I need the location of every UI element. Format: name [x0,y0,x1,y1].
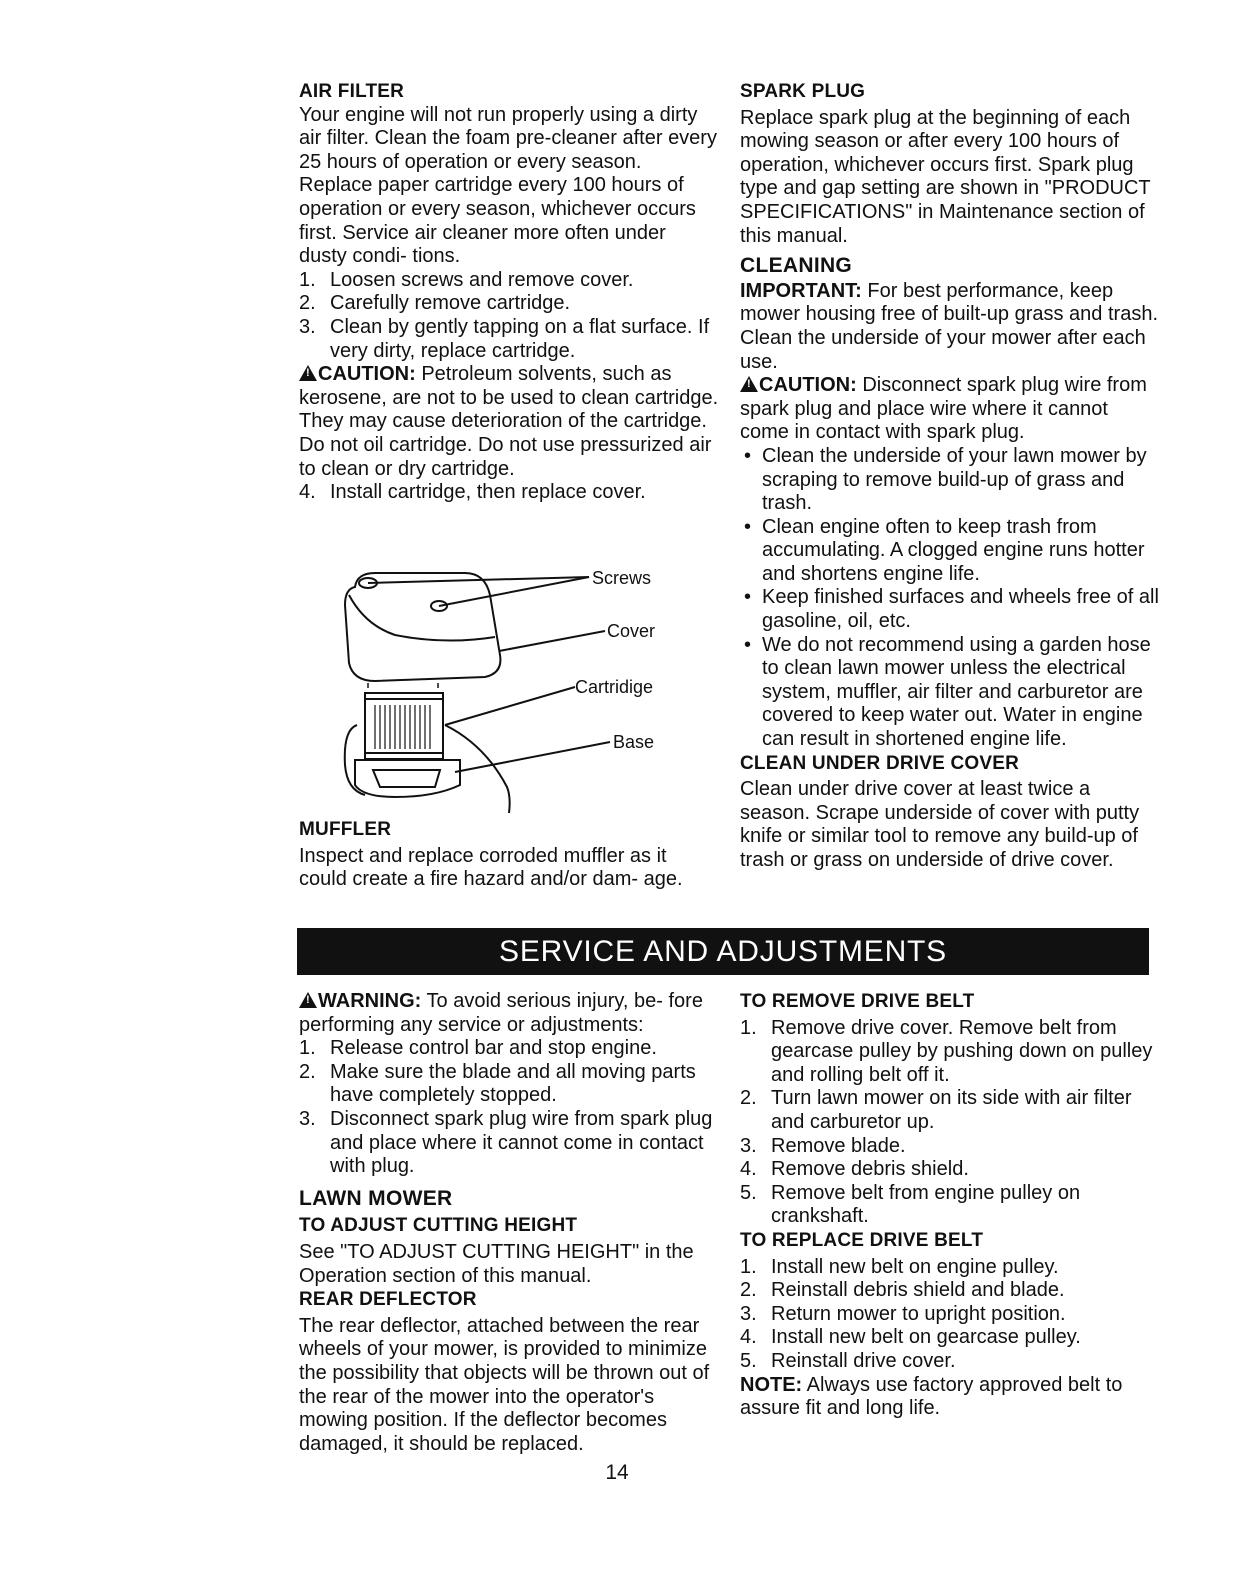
list-item [740,1182,1160,1229]
air-filter-step-4 [299,481,719,505]
step-text: Remove blade. [771,1134,906,1157]
clean-under-drive-cover-body: Clean under drive cover at least twice a season. Scrape underside of cover with putty knife or similar tool to remove any build-up of trash or grass on underside of drive cover. [740,778,1140,871]
list-item [740,1158,1160,1182]
warning-steps [299,1037,724,1179]
step-number: 3. [299,1107,316,1130]
list-item [299,481,719,505]
step-text: Reinstall debris shield and blade. [771,1279,1065,1302]
step-text: Release control bar and stop engine. [330,1037,657,1060]
warning-paragraph [299,990,724,1037]
air-filter-section [299,80,719,505]
step-text: Remove belt from engine pulley on crankshaft. [771,1181,1081,1228]
caution-icon [740,376,758,392]
muffler-body: Inspect and replace corroded muffler as it could create a fire hazard and/or dam- age. [299,844,683,891]
list-item [740,1087,1160,1134]
step-number: 2. [299,292,316,315]
air-filter-heading: AIR FILTER [299,81,405,102]
note-label: NOTE: [740,1373,803,1396]
list-item [740,1135,1160,1159]
step-text: Install new belt on engine pulley. [771,1255,1059,1278]
warning-text: To avoid serious injury, be- fore performing any service or adjustments: [299,990,703,1036]
cleaning-bullets [740,445,1160,752]
step-text: Reinstall drive cover. [771,1349,956,1372]
replace-belt-steps [740,1256,1160,1374]
right-top-column [740,80,1160,873]
air-filter-caution [299,363,719,481]
note-text: Always use factory approved belt to assure fit and long life. [740,1373,1123,1420]
step-text: Carefully remove cartridge. [330,292,571,315]
rear-deflector-heading: REAR DEFLECTOR [299,1289,477,1311]
step-text: Disconnect spark plug wire from spark plug and place where it cannot come in contact with plug. [330,1107,713,1178]
list-item [299,1108,724,1179]
list-item [299,1061,724,1108]
list-item: • Clean the underside of your lawn mower by scraping to remove build-up of grass and trash. [740,445,1160,516]
list-item [299,269,719,293]
spark-plug-heading: SPARK PLUG [740,81,866,102]
warning-icon [299,992,317,1008]
step-number: 2. [740,1087,757,1110]
label-cover: Cover [607,621,656,641]
step-number: 3. [740,1302,757,1325]
list-item: • Keep finished surfaces and wheels free of all gasoline, oil, etc. [740,586,1160,633]
step-text: Remove drive cover. Remove belt from gearcase pulley by pushing down on pulley and rolling belt off it. [771,1016,1153,1086]
important-text: For best performance, keep mower housing free of built-up grass and trash. Clean the underside of your mower after each use. [740,279,1158,373]
list-item [740,1256,1160,1280]
cleaning-important [740,280,1160,374]
cleaning-caution [740,374,1160,445]
clean-under-drive-cover-heading: CLEAN UNDER DRIVE COVER [740,752,1020,774]
right-bottom-column [740,990,1160,1421]
step-text: Turn lawn mower on its side with air filter and carburetor up. [771,1087,1132,1133]
list-item [740,1017,1160,1088]
step-number: 2. [299,1060,316,1083]
step-number: 5. [740,1181,757,1204]
step-text: Clean by gently tapping on a flat surface. If very dirty, replace cartridge. [330,315,710,362]
adjust-cutting-heading: TO ADJUST CUTTING HEIGHT [299,1215,578,1237]
list-item [740,1303,1160,1327]
section-banner: SERVICE AND ADJUSTMENTS [297,928,1149,975]
label-base: Base [613,732,655,752]
step-number: 2. [740,1279,757,1302]
spark-plug-body: Replace spark plug at the beginning of each mowing season or after every 100 hours of operation, whichever occurs first. Spark plug type and gap setting are shown in "PRODUCT SPECIFICATIONS" in Maintenance section of this manual. [740,106,1151,247]
muffler-heading: MUFFLER [299,819,392,840]
step-number: 1. [299,1037,316,1060]
caution-label: CAUTION: [318,363,416,386]
list-item [299,292,719,316]
list-item [740,1350,1160,1374]
step-text: Remove debris shield. [771,1158,969,1181]
step-number: 3. [740,1134,757,1157]
caution-label: CAUTION: [759,374,857,397]
air-filter-body: Your engine will not run properly using a dirty air filter. Clean the foam pre-cleaner after every 25 hours of operation or every season. Replace paper cartridge every 100 hours of operation or every season, whichever occurs first. Service air cleaner more often under dusty condi- tions. [299,103,717,268]
label-cartridge: Cartridige [575,677,654,697]
step-number: 5. [740,1349,757,1372]
lawn-mower-heading: LAWN MOWER [299,1186,453,1210]
step-text: Make sure the blade and all moving parts have completely stopped. [330,1060,696,1107]
step-text: Install new belt on gearcase pulley. [771,1326,1081,1349]
important-label: IMPORTANT: [740,279,862,302]
warning-label: WARNING: [318,990,422,1012]
step-number: 1. [740,1255,757,1278]
step-number: 4. [740,1158,757,1181]
step-number: 3. [299,315,316,338]
step-number: 4. [740,1326,757,1349]
list-item: • Clean engine often to keep trash from accumulating. A clogged engine runs hotter and shortens engine life. [740,516,1160,587]
left-bottom-column [299,990,724,1456]
step-number: 4. [299,481,316,504]
step-number: 1. [299,268,316,291]
replace-belt-heading: TO REPLACE DRIVE BELT [740,1229,984,1251]
list-item [740,1326,1160,1350]
air-filter-steps [299,269,719,363]
muffler-section [299,818,719,892]
list-item: • We do not recommend using a garden hose to clean lawn mower unless the electrical system, muffler, air filter and carburetor are covered to keep water out. Water in engine can result in shortened engine life. [740,634,1160,752]
rear-deflector-body: The rear deflector, attached between the rear wheels of your mower, is provided to minimize the possibility that objects will be thrown out of the rear of the mower into the operator's mowing position. If the deflector becomes damaged, it should be replaced. [299,1314,710,1455]
remove-belt-heading: TO REMOVE DRIVE BELT [740,991,975,1012]
page-number: 14 [605,1461,629,1484]
list-item [299,316,719,363]
air-filter-diagram [335,565,675,815]
label-screws: Screws [592,568,652,588]
step-text: Install cartridge, then replace cover. [330,481,646,504]
adjust-cutting-body: See "TO ADJUST CUTTING HEIGHT" in the Operation section of this manual. [299,1240,694,1287]
note-paragraph [740,1374,1160,1421]
caution-text: Petroleum solvents, such as kerosene, are not to be used to clean cartridge. They may cause deterioration of the cartridge. Do not oil cartridge. Do not use pressurized air to clean or dry cartridge. [299,363,719,480]
list-item [740,1279,1160,1303]
step-number: 1. [740,1016,757,1039]
cleaning-heading: CLEANING [740,254,853,278]
caution-text: Disconnect spark plug wire from spark plug and place wire where it cannot come in contact with spark plug. [740,374,1147,444]
list-item [299,1037,724,1061]
remove-belt-steps [740,1017,1160,1229]
step-text: Return mower to upright position. [771,1302,1066,1325]
step-text: Loosen screws and remove cover. [330,268,634,291]
caution-icon [299,365,317,381]
